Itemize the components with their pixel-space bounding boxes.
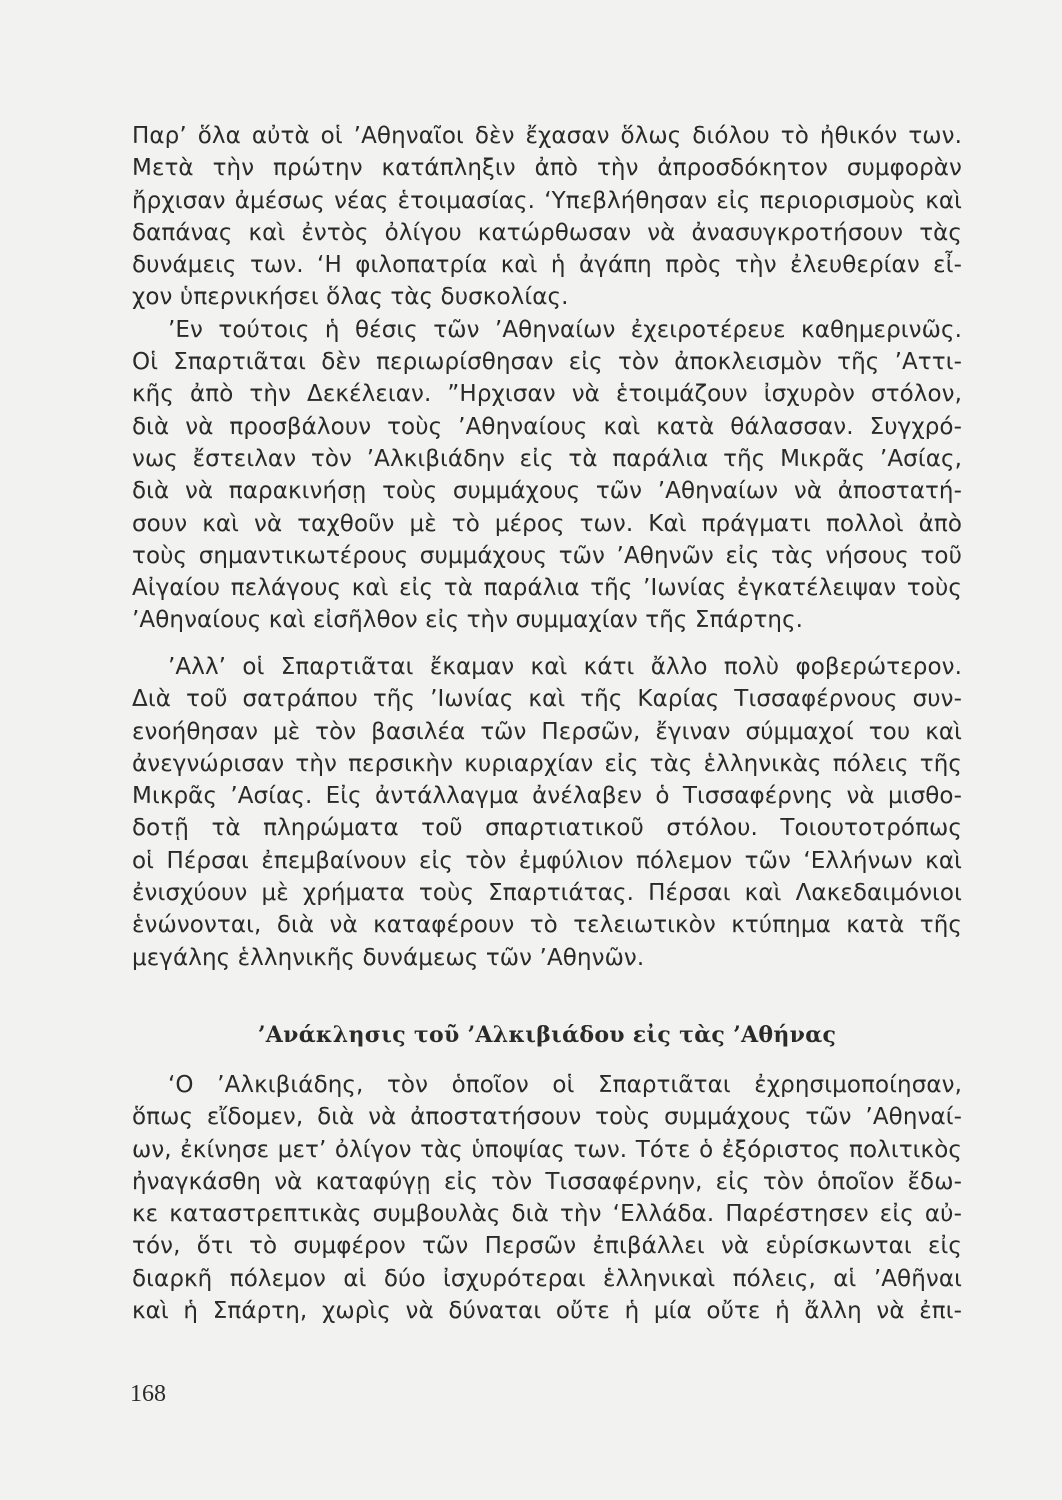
text-line: κῆς ἀπὸ τὴν Δεκέλειαν. ”Ηρχισαν νὰ ἑτοιμάζουν ἰσχυρὸν στόλον, xyxy=(132,381,962,408)
text-line: ων, ἐκίνησε μετ’ ὀλίγον τὰς ὑποψίας των. Τότε ὁ ἐξόριστος πολιτικὸς xyxy=(132,1136,962,1163)
text-line: ’Αθηναίους καὶ εἰσῆλθον εἰς τὴν συμμαχίαν τῆς Σπάρτης. xyxy=(132,607,804,634)
text-line: ἑνώνονται, διὰ νὰ καταφέρουν τὸ τελειωτικὸν κτύπημα κατὰ τῆς xyxy=(132,912,962,939)
text-line: Μικρᾶς ’Ασίας. Εἰς ἀντάλλαγμα ἀνέλαβεν ὁ Τισσαφέρνης νὰ μισθο- xyxy=(132,783,962,810)
text-line: σουν καὶ νὰ ταχθοῦν μὲ τὸ μέρος των. Καὶ πράγματι πολλοὶ ἀπὸ xyxy=(132,510,962,537)
paragraph-block-3 xyxy=(132,1069,962,1327)
text-line: ‘Ο ’Αλκιβιάδης, τὸν ὁποῖον οἱ Σπαρτιᾶται ἐχρησιμοποίησαν, xyxy=(168,1072,962,1098)
text-line: ἐνισχύουν μὲ χρήματα τοὺς Σπαρτιάτας. Πέρσαι καὶ Λακεδαιμόνιοι xyxy=(132,880,962,907)
text-line: δαπάνας καὶ ἐντὸς ὀλίγου κατώρθωσαν νὰ ἀνασυγκροτήσουν τὰς xyxy=(132,219,962,246)
text-line: Οἱ Σπαρτιᾶται δὲν περιωρίσθησαν εἰς τὸν ἀποκλεισμὸν τῆς ’Αττι- xyxy=(132,349,962,376)
page-number: 168 xyxy=(130,1381,166,1407)
text-line: μεγάλης ἑλληνικῆς δυνάμεως τῶν ’Αθηνῶν. xyxy=(132,944,645,971)
text-line: νως ἔστειλαν τὸν ’Αλκιβιάδην εἰς τὰ παράλια τῆς Μικρᾶς ’Ασίας, xyxy=(132,445,962,472)
text-line: ὅπως εἴδομεν, διὰ νὰ ἀποστατήσουν τοὺς συμμάχους τῶν ’Αθηναί- xyxy=(132,1104,962,1131)
text-line: δυνάμεις των. ‘Η φιλοπατρία καὶ ἡ ἀγάπη πρὸς τὴν ἐλευθερίαν εἶ- xyxy=(132,252,962,279)
text-line: κε καταστρεπτικὰς συμβουλὰς διὰ τὴν ‘Ελλάδα. Παρέστησεν εἰς αὐ- xyxy=(132,1201,962,1228)
text-line: διαρκῆ πόλεμον αἱ δύο ἰσχυρότεραι ἑλληνικαὶ πόλεις, αἱ ’Αθῆναι xyxy=(132,1265,962,1292)
text-line: διὰ νὰ παρακινήσῃ τοὺς συμμάχους τῶν ’Αθηναίων νὰ ἀποστατή- xyxy=(132,478,962,505)
text-line: τοὺς σημαντικωτέρους συμμάχους τῶν ’Αθηνῶν εἰς τὰς νήσους τοῦ xyxy=(132,542,962,569)
text-line: διὰ νὰ προσβάλουν τοὺς ’Αθηναίους καὶ κατὰ θάλασσαν. Συγχρό- xyxy=(132,413,962,440)
section-heading: ’Ανάκλησις τοῦ ’Αλκιβιάδου εἰς τὰς ’Αθήνας xyxy=(257,1022,837,1048)
text-line: ’Εν τούτοις ἡ θέσις τῶν ’Αθηναίων ἐχειροτέρευε καθημερινῶς. xyxy=(168,316,962,343)
text-line: καὶ ἡ Σπάρτη, χωρὶς νὰ δύναται οὔτε ἡ μία οὔτε ἡ ἄλλη νὰ ἐπι- xyxy=(132,1298,962,1325)
text-line: ἠναγκάσθη νὰ καταφύγῃ εἰς τὸν Τισσαφέρνην, εἰς τὸν ὁποῖον ἔδω- xyxy=(132,1168,962,1195)
text-line: χον ὑπερνικήσει ὅλας τὰς δυσκολίας. xyxy=(132,284,569,311)
text-line: ἀνεγνώρισαν τὴν περσικὴν κυριαρχίαν εἰς τὰς ἑλληνικὰς πόλεις τῆς xyxy=(132,750,962,777)
text-line: ’Αλλ’ οἱ Σπαρτιᾶται ἔκαμαν καὶ κάτι ἄλλο πολὺ φοβερώτερον. xyxy=(168,654,962,680)
text-line: Αἰγαίου πελάγους καὶ εἰς τὰ παράλια τῆς ’Ιωνίας ἐγκατέλειψαν τοὺς xyxy=(132,575,962,602)
text-line: ενοήθησαν μὲ τὸν βασιλέα τῶν Περσῶν, ἔγιναν σύμμαχοί του καὶ xyxy=(132,718,962,745)
text-line: Διὰ τοῦ σατράπου τῆς ’Ιωνίας καὶ τῆς Καρίας Τισσαφέρνους συν- xyxy=(132,686,962,713)
paragraph-block-2 xyxy=(132,651,962,974)
paragraph-block-1 xyxy=(132,120,962,637)
text-line: οἱ Πέρσαι ἐπεμβαίνουν εἰς τὸν ἐμφύλιον πόλεμον τῶν ‘Ελλήνων καὶ xyxy=(132,847,962,874)
text-line: ἤρχισαν ἀμέσως νέας ἑτοιμασίας. ‘Υπεβλήθησαν εἰς περιορισμοὺς καὶ xyxy=(132,187,962,214)
text-line: Μετὰ τὴν πρώτην κατάπληξιν ἀπὸ τὴν ἀπροσδόκητον συμφορὰν xyxy=(132,155,962,182)
text-line: τόν, ὅτι τὸ συμφέρον τῶν Περσῶν ἐπιβάλλει νὰ εὑρίσκωνται εἰς xyxy=(132,1233,962,1260)
text-line: δοτῇ τὰ πληρώματα τοῦ σπαρτιατικοῦ στόλου. Τοιουτοτρόπως xyxy=(132,815,962,842)
text-line: Παρ’ ὅλα αὐτὰ οἱ ’Αθηναῖοι δὲν ἔχασαν ὅλως διόλου τὸ ἠθικόν των. xyxy=(132,123,962,149)
